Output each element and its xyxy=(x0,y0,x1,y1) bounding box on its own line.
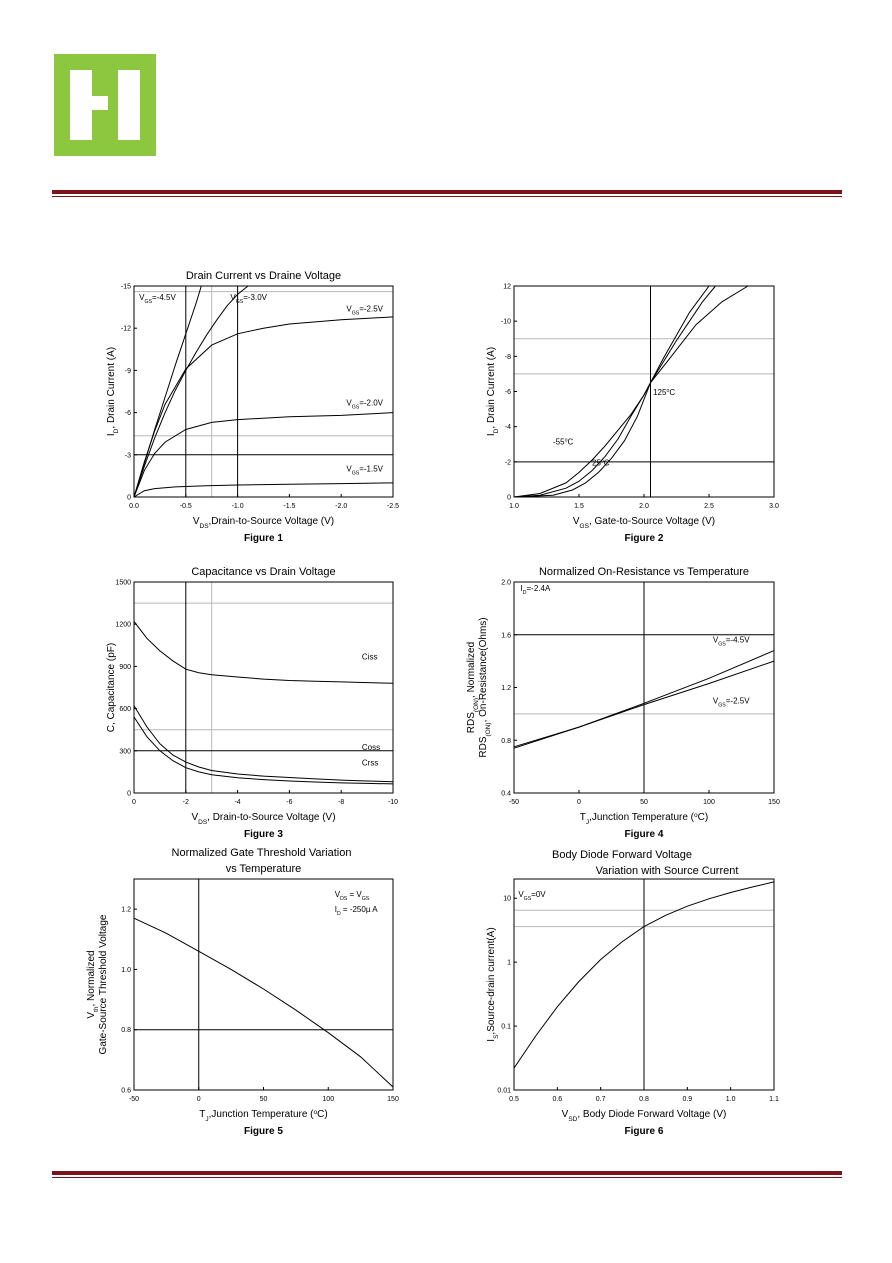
y-tick-label: 1200 xyxy=(115,621,131,629)
x-tick-label: 2.0 xyxy=(639,503,649,510)
x-tick-label: 100 xyxy=(322,1096,335,1103)
annotation-label: $I_D=-2.4A$ xyxy=(520,584,551,597)
figure-caption: Figure 3 xyxy=(244,829,283,840)
chart-title: Body Diode Forward Voltage xyxy=(551,849,693,861)
annotation-label: -55$^o$C xyxy=(553,437,574,447)
y-tick-label: 0.4 xyxy=(501,790,511,798)
y-tick-label: 600 xyxy=(119,706,131,714)
x-tick-label: 150 xyxy=(387,1096,399,1103)
y-tick-label: 0.6 xyxy=(121,1087,131,1095)
x-tick-label: -8 xyxy=(338,799,345,806)
x-tick-label: -0.5 xyxy=(179,503,192,510)
y-tick-label: 2.0 xyxy=(501,579,511,587)
y-tick-label: -8 xyxy=(504,353,511,361)
x-tick-label: 50 xyxy=(259,1096,268,1103)
series-line xyxy=(134,621,393,683)
y-tick-label: 1 xyxy=(507,959,511,967)
y-tick-label: 0 xyxy=(127,494,131,502)
y-axis-label: $RDS_{(ON)}$, Normalized xyxy=(466,641,480,734)
x-tick-label: 0 xyxy=(196,1096,201,1103)
y-tick-label: 0 xyxy=(507,494,511,502)
y-tick-label: 0.8 xyxy=(501,737,511,745)
annotation-label: $V_{GS}=-3.0V$ xyxy=(230,293,267,306)
y-axis-label: $I_D$, Drain Current (A) xyxy=(486,346,500,437)
x-tick-label: 150 xyxy=(768,799,780,806)
y-axis-label: C, Capacitance (pF) xyxy=(106,642,117,733)
series-line xyxy=(514,286,716,497)
y-tick-label: 1.2 xyxy=(501,685,511,692)
series-line xyxy=(134,918,393,1087)
y-tick-label: -3 xyxy=(124,452,131,460)
x-tick-label: -50 xyxy=(508,799,520,806)
plot-frame xyxy=(134,582,393,793)
x-tick-label: -2.0 xyxy=(335,503,348,510)
chart-title: Normalized On-Resistance vs Temperature xyxy=(538,566,750,578)
y-axis-label: $V_{th}$, Normalized xyxy=(86,950,100,1019)
figure-caption: Figure 4 xyxy=(624,829,664,840)
y-tick-label: 1.6 xyxy=(501,632,511,640)
y-tick-label: 12 xyxy=(503,283,511,291)
x-tick-label: 0 xyxy=(132,799,136,806)
y-tick-label: 0.01 xyxy=(497,1087,511,1095)
x-tick-label: 0 xyxy=(577,799,581,806)
y-tick-label: -6 xyxy=(124,410,131,418)
x-tick-label: 0.8 xyxy=(639,1096,649,1103)
y-axis-label: $I_S,Source$-drain current(A) xyxy=(486,927,500,1042)
x-tick-label: -2.5 xyxy=(386,503,400,510)
x-tick-label: -2 xyxy=(182,799,189,806)
y-axis-label-line2: Gate-Source Threshold Voltage xyxy=(98,914,109,1055)
x-tick-label: 3.0 xyxy=(769,503,779,510)
annotation-label: $V_{GS}=-2.0V$ xyxy=(346,398,384,411)
x-tick-label: -10 xyxy=(387,799,399,806)
annotation-label: $V_{GS}=0V$ xyxy=(518,889,546,902)
chart-title: Drain Current vs Draine Voltage xyxy=(185,270,342,282)
x-tick-label: 1.1 xyxy=(769,1096,779,1103)
annotation-label: $V_{GS}=-2.5V$ xyxy=(346,304,384,317)
x-tick-label: -1.5 xyxy=(283,503,296,510)
annotation-label: $V_{GS}=-4.5V$ xyxy=(139,293,176,306)
plot-frame xyxy=(514,286,774,497)
series-line xyxy=(514,286,709,497)
x-axis-label: $T_J,Junction$ Temperature ($^o$C) xyxy=(199,1108,328,1123)
chart-title-line2: vs Temperature xyxy=(225,863,302,875)
figure-caption: Figure 2 xyxy=(624,533,664,544)
series-line xyxy=(134,706,393,782)
x-tick-label: 0.6 xyxy=(552,1096,563,1103)
annotation-label: $V_{GS}=-1.5V$ xyxy=(346,464,384,477)
y-axis-label: $I_D$, Drain Current (A) xyxy=(106,346,120,437)
x-tick-label: 1.0 xyxy=(509,503,519,510)
x-tick-label: 0.5 xyxy=(509,1096,519,1103)
x-tick-label: 100 xyxy=(703,799,715,806)
annotation-label: $V_{GS}=-2.5V$ xyxy=(712,696,750,709)
y-tick-label: -6 xyxy=(504,389,511,396)
x-tick-label: 0.7 xyxy=(595,1096,606,1103)
figure-caption: Figure 5 xyxy=(244,1126,283,1137)
y-tick-label: -4 xyxy=(504,424,511,432)
x-tick-label: -4 xyxy=(234,799,241,806)
figure-caption: Figure 1 xyxy=(244,533,283,544)
y-tick-label: 0.1 xyxy=(501,1023,511,1031)
x-tick-label: 0.0 xyxy=(129,503,139,510)
figure-caption: Figure 6 xyxy=(624,1126,664,1137)
y-tick-label: -15 xyxy=(120,283,131,291)
y-axis-label-line2: $RDS_{(ON)}$, On-Resistance(Ohms) xyxy=(478,617,492,758)
series-line xyxy=(134,286,201,497)
x-axis-label: $T_J,Junction$ Temperature ($^o$C) xyxy=(579,811,709,826)
annotation-label: Crss xyxy=(361,758,379,768)
y-tick-label: -2 xyxy=(504,459,511,467)
y-tick-label: -9 xyxy=(124,367,131,375)
annotation-label: $V_{DS} = V_{GS}$ xyxy=(334,890,370,903)
x-axis-label: $V_{DS}$, Drain-to-Source Voltage (V) xyxy=(191,812,336,826)
annotation-label: $I_D = -250\mu$ A xyxy=(334,905,378,918)
chart-title: Normalized Gate Threshold Variation xyxy=(171,847,352,859)
annotation-label: 25$^o$C xyxy=(592,458,610,468)
y-tick-label: -10 xyxy=(500,318,511,326)
annotation-label: $V_{GS}=-4.5V$ xyxy=(712,635,750,648)
x-tick-label: -1.0 xyxy=(231,503,244,510)
x-tick-label: 50 xyxy=(640,799,648,806)
y-tick-label: 1.2 xyxy=(121,906,131,914)
x-tick-label: 2.5 xyxy=(704,503,714,510)
series-line xyxy=(134,483,393,497)
y-tick-label: 0.8 xyxy=(121,1027,131,1035)
y-tick-label: 10 xyxy=(503,895,511,903)
chart-title-line2: Variation with Source Current xyxy=(595,865,739,877)
x-tick-label: 1.5 xyxy=(574,503,584,510)
x-axis-label: $V_{DS},Drain-to$-Source Voltage (V) xyxy=(192,516,335,530)
x-tick-label: -6 xyxy=(286,799,293,806)
x-axis-label: $V_{SD}$, Body Diode Forward Voltage (V) xyxy=(561,1109,727,1123)
chart-title: Capacitance vs Drain Voltage xyxy=(191,566,336,578)
x-tick-label: 1.0 xyxy=(725,1096,736,1103)
x-tick-label: 0.9 xyxy=(682,1096,693,1103)
annotation-label: 125$^o$C xyxy=(653,388,676,398)
y-tick-label: 900 xyxy=(119,663,131,671)
y-tick-label: 300 xyxy=(119,748,131,756)
y-tick-label: 0 xyxy=(127,790,131,798)
x-axis-label: $V_{GS}$, Gate-to-Source Voltage (V) xyxy=(572,516,716,530)
x-tick-label: -50 xyxy=(128,1096,140,1103)
y-tick-label: 1.0 xyxy=(121,966,131,974)
series-line xyxy=(514,286,748,497)
annotation-label: Coss xyxy=(361,743,381,753)
annotation-label: Ciss xyxy=(361,652,378,662)
y-tick-label: -12 xyxy=(120,325,131,333)
y-tick-label: 1500 xyxy=(115,579,131,587)
